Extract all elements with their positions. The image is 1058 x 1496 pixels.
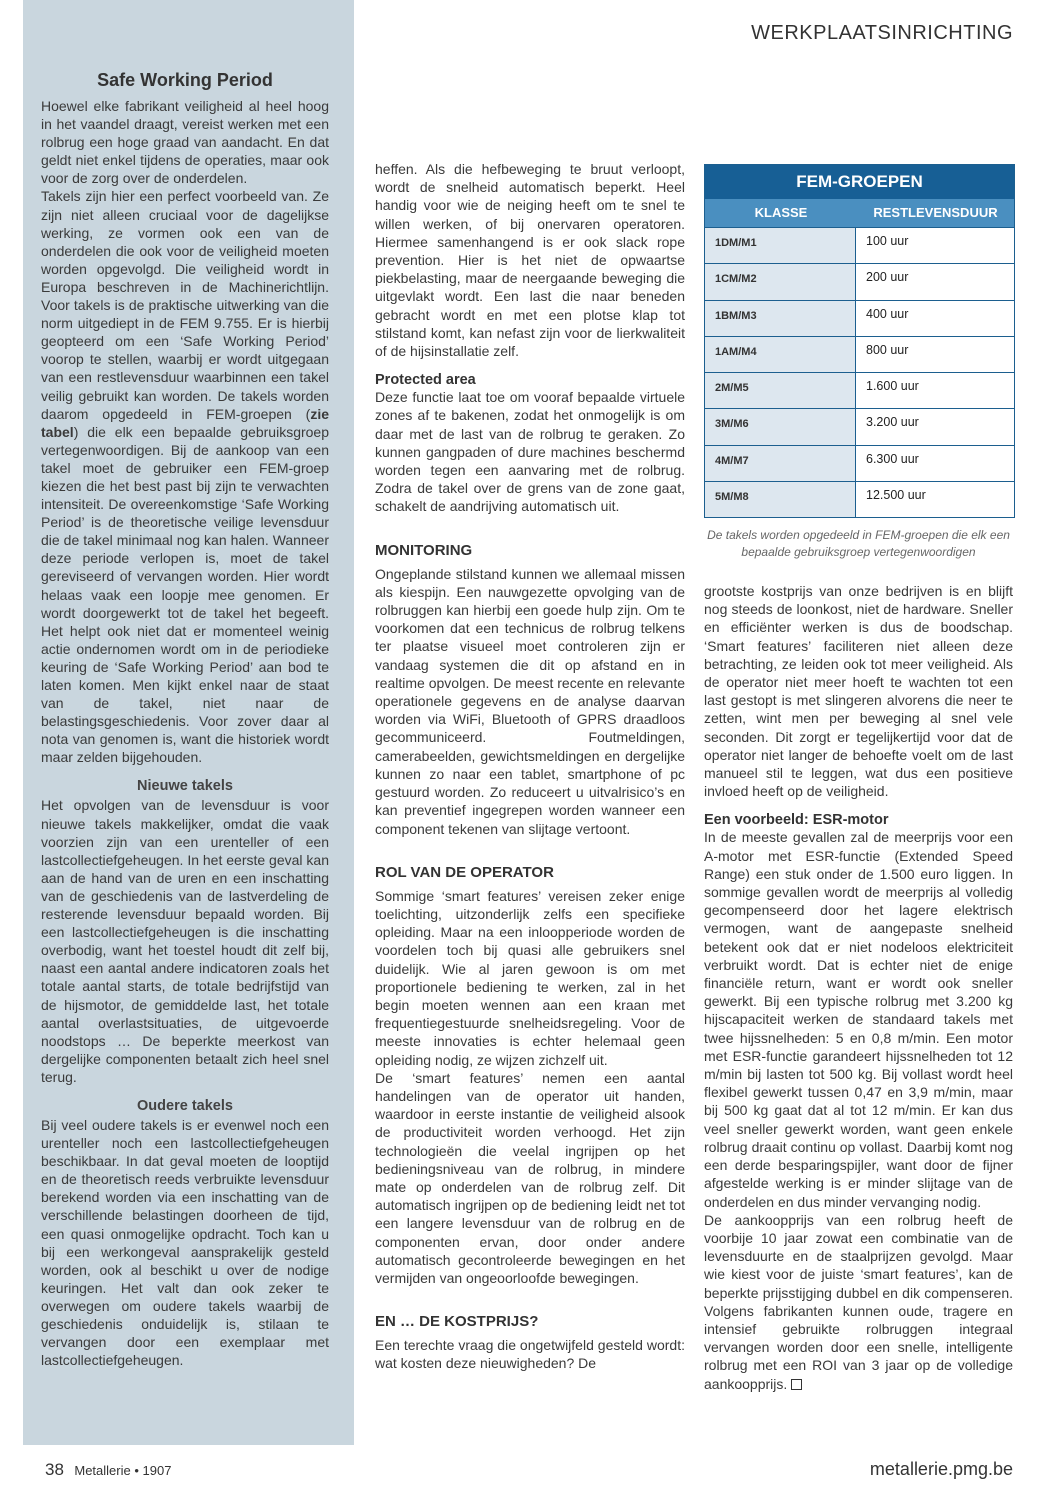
- paragraph-operator-2: De ‘smart features’ nemen een aantal handelingen van de operator uit handen, waardoor in eerste instantie de veiligheid alsook de productiviteit worden verhoogd. Het zijn technologieën die veelal ingrijpen op het bedieningsniveau van de rolbrug, in mindere mate op onderdelen van de rolbrug zelf. Dit automatisch ingrijpen op de bediening leidt net tot een langere levensduur van de rolbrug en de componenten ervan, door onder andere automatisch gecontroleerde bewegingen en het vermijden van ongeoorloofde bewegingen.: [375, 1069, 685, 1286]
- table-row: [705, 336, 1014, 372]
- class-cell: 2M/M5: [705, 373, 856, 408]
- lifetime-cell: 3.200 uur: [866, 415, 919, 430]
- paragraph-operator-1: Sommige ‘smart features’ vereisen zeker enige toelichting, uitzonderlijk zelfs een specifieke opleiding. Maar na een inloopperiode worden de voordelen toch bij quasi alle gebruikers snel duidelijk. Wie al jaren gewoon is om met proportionele bediening te werken, zal in het begin moeten wennen aan een kraan met frequentiegestuurde snelheidsregeling. Voor de meeste innovaties is echter helemaal geen opleiding nodig, ze wijzen zichzelf uit.: [375, 887, 685, 1068]
- sidebar-intro: Hoewel elke fabrikant veiligheid al heel hoog in het vaandel draagt, vereist werken met een rolbrug een hoge graad van aandacht. En dat geldt niet enkel tijdens de operaties, maar ook voor de zorg over de onderdelen.: [41, 98, 329, 187]
- class-cell: 1BM/M3: [705, 301, 856, 336]
- heading-monitoring: MONITORING: [375, 541, 473, 559]
- table-row: [705, 300, 1014, 336]
- paragraph-monitoring: Ongeplande stilstand kunnen we allemaal missen als kiespijn. Een nauwgezette opvolging van de rolbruggen kan hierbij een goede hulp zijn. Om te voorkomen dat een technicus de rolbrug telkens ter plaatse visueel moet controleren zijn er vandaag systemen die dit op afstand en in realtime opvolgen. De meest recente en relevante operationele gegevens en de analyse daarvan worden via WiFi, Bluetooth of GPRS draadloos gecommuniceerd. Foutmeldingen, camerabeelden, gewichtsmeldingen en dergelijke kunnen zo naar een tablet, smartphone of pc gestuurd worden. Zo reduceert u uitvalrisico’s en kan preventief ingegrepen worden wanneer een component tekenen van slijtage vertoont.: [375, 565, 685, 837]
- table-caption: De takels worden opgedeeld in FEM-groepen die elk een bepaalde gebruiksgroep vertegenwoordigen: [707, 528, 1010, 559]
- paragraph-esr-1: In de meeste gevallen zal de meerprijs voor een A-motor met ESR-functie (Extended Speed Range) een stuk onder de 1.500 euro liggen. In sommige gevallen wordt de meerprijs al volledig gecompenseerd door het lagere elektrisch vermogen, want de aangepaste snelheid betekent ook dat er niet nodeloos elektriciteit verbruikt wordt. Dat is echter niet de enige financiële return, want er wordt ook sneller gewerkt. Bij een typische rolbrug met 3.200 kg hijscapaciteit werken de standaard takels met twee hijssnelheden: 5 en 0,8 m/min. Een motor met ESR-functie garandeert hijssnelheden tot 12 m/min bij lasten tot 500 kg. Bij vollast wordt heel flexibel gewerkt tussen 0,47 en 3,9 m/min, maar bij 500 kg gaat dat al tot 12 m/min. Er kan dus veel sneller gewerkt worden, want geen enkele rolbrug draait continu op vollast. Daarbij komt nog een derde besparingspijler, want door de fijner afgestelde werking is er minder slijtage van de onderdelen en dus minder vervanging nodig.: [704, 829, 1013, 1210]
- column-header-lifetime: RESTLEVENSDUUR: [873, 205, 998, 220]
- heading-esr-motor: Een voorbeeld: ESR-motor: [704, 812, 889, 829]
- article-column-middle: [375, 160, 685, 1373]
- table-row: [705, 263, 1014, 299]
- class-cell: 4M/M7: [705, 446, 856, 481]
- paragraph-lifting: heffen. Als die hefbeweging te bruut verloopt, wordt de snelheid automatisch beperkt. Heel handig voor wie de neiging heeft om te snel te willen werken, of bij onervaren operatoren. Hiermee samenhangend is er ook slack rope prevention. Hier is het niet de opwaartse piekbelasting, maar de neergaande beweging die uitgevlakt wordt. Een last die naar beneden gebracht wordt en met een plotse klap tot stilstand komt, kan nefast zijn voor de lierkwaliteit of de hijsinstallatie zelf.: [375, 161, 685, 360]
- sidebar-content: [41, 70, 329, 1369]
- sidebar-title: Safe Working Period: [97, 70, 273, 90]
- paragraph-protected-area: Deze functie laat toe om vooraf bepaalde virtuele zones af te bakenen, zodat het onmogelijk is om daar met de last van de rolbrug te geraken. Zo kunnen gangpaden of dure machines beschermd worden tegen een aanvaring met de rolbrug. Zodra de takel over de grens van de zone gaat, schakelt de aandrijving automatisch uit.: [375, 389, 685, 515]
- table-header-row: [705, 199, 1014, 227]
- heading-operator: ROL VAN DE OPERATOR: [375, 863, 554, 881]
- lifetime-cell: 200 uur: [866, 270, 909, 285]
- lifetime-cell: 100 uur: [866, 234, 909, 248]
- table-title: FEM-GROEPEN: [705, 165, 1014, 199]
- column-header-class: KLASSE: [754, 205, 808, 220]
- heading-cost: EN … DE KOSTPRIJS?: [375, 1313, 539, 1331]
- paragraph-old-hoists: Bij veel oudere takels is er evenwel noch een urenteller noch een lastcollectiefgeheugen beschikbaar. In dat geval moeten de looptijd en de theoretisch reeds verbruikte levensduur berekend worden via een inschatting van de verschillende belastingen doorheen de tijd, een quasi onmogelijke opdracht. Toch kan u bij een werkongeval aansprakelijk gesteld worden, ook al beschikt u over de nodige keuringen. Het valt dan ook zeker te overwegen om oudere takels waarbij de geschiedenis onduidelijk is, stilaan te vervangen door een exemplaar met lastcollectiefgeheugen.: [41, 1116, 329, 1369]
- table-row: [705, 227, 1014, 263]
- paragraph-labour-cost: grootste kostprijs van onze bedrijven is en blijft nog steeds de loonkost, niet de hardware. Sneller en efficiënter werken is dus de boodschap. ‘Smart features’ faciliteren niet alleen deze betrachting, ze leiden ook tot meer veiligheid. Als de operator niet meer hoeft te wachten tot een last gestopt is met slingeren alvorens die neer te zetten, wint men per beweging al snel vele seconden. Dit zorgt er tegelijkertijd voor dat de operator niet langer de behoefte voelt om de last manueel stil te leggen, wat dus een positieve invloed heeft op de veiligheid.: [704, 583, 1013, 800]
- table-row: [705, 445, 1014, 481]
- class-cell: 5M/M8: [705, 482, 856, 517]
- heading-old-hoists: Oudere takels: [137, 1097, 233, 1114]
- fem-groups-table: [704, 164, 1015, 518]
- lifetime-cell: 6.300 uur: [866, 451, 919, 466]
- class-cell: 1DM/M1: [705, 228, 856, 263]
- website-link[interactable]: metallerie.pmg.be: [869, 1459, 1013, 1479]
- class-cell: 1AM/M4: [705, 337, 856, 372]
- class-cell: 1CM/M2: [705, 264, 856, 299]
- end-of-article-icon: [791, 1379, 802, 1390]
- heading-protected-area: Protected area: [375, 372, 476, 389]
- lifetime-cell: 800 uur: [866, 342, 909, 357]
- heading-new-hoists: Nieuwe takels: [137, 778, 233, 795]
- magazine-issue: Metallerie • 1907: [74, 1463, 172, 1478]
- lifetime-cell: 12.500 uur: [866, 488, 926, 503]
- sidebar-paragraph-2: Takels zijn hier een perfect voorbeeld van. Ze zijn niet alleen cruciaal voor de dagelijkse werking, ze vormen ook een van de onderdelen die ook voor de veiligheid moeten worden opgevolgd. Die veiligheid wordt in Europa beschreven in de Machinerichtlijn. Voor takels is de praktische uitwerking van die norm uitgediept in de FEM 9.755. Er is hierbij geopteerd om een ‘Safe Working Period’ voorop te stellen, waarbij er wordt uitgegaan van een restlevensduur waarbinnen een takel veilig gebruikt kan worden. De takels worden daarom opgedeeld in FEM-groepen (zie tabel) die elk een bepaalde gebruiksgroep vertegenwoordigen. Bij de aankoop van een takel moet de gebruiker een FEM-groep kiezen die het best past bij zijn te verwachten intensiteit. De overeenkomstige ‘Safe Working Period’ is de theoretische veilige levensduur die de takel minimaal nog kan halen. Wanneer deze periode verlopen is, moet de takel gereviseerd of vervangen worden. Hier wordt helaas vaak een loopje mee genomen. Er wordt doorgewerkt tot de takel het begeeft. Het helpt ook niet dat er momenteel weinig actie ondernomen wordt om in de periodieke keuring de ‘Safe Working Period’ aan bod te laten komen. Men kijkt enkel naar de staat van de takel, niet naar de belastingsgeschiedenis. Voor zover daar al nota van genomen is, want die historiek wordt maar zelden bijgehouden.: [41, 188, 329, 766]
- footer-left: [45, 1460, 171, 1480]
- table-reference-link[interactable]: zie tabel: [41, 405, 329, 440]
- table-row: [705, 481, 1014, 517]
- paragraph-new-hoists: Het opvolgen van de levensduur is voor nieuwe takels makkelijker, omdat die vaak voorzien zijn van een urenteller of een lastcollectiefgeheugen. In het eerste geval kan aan de hand van de uren en een inschatting van de geschiedenis van de lastverdeling de resterende levensduur bepaald worden. Bij een lastcollectiefgeheugen is die inschatting overbodig, want het toestel houdt dit zelf bij, naast een aantal andere indicatoren zoals het totale aantal starts, de totale bedrijfstijd van de hijsmotor, de gemiddelde last, het totale aantal overlastsituaties, de uitgevoerde noodstops … De beperkte meerkost van dergelijke componenten betaalt zich heel snel terug.: [41, 797, 329, 1085]
- page-number: 38: [45, 1460, 64, 1479]
- section-header: WERKPLAATSINRICHTING: [751, 22, 1013, 44]
- table-row: [705, 372, 1014, 408]
- sidebar-box: [23, 0, 354, 1445]
- lifetime-cell: 400 uur: [866, 306, 909, 321]
- lifetime-cell: 1.600 uur: [866, 379, 919, 394]
- table-row: [705, 408, 1014, 444]
- paragraph-cost: Een terechte vraag die ongetwijfeld gesteld wordt: wat kosten deze nieuwigheden? De: [375, 1337, 685, 1372]
- paragraph-esr-2: De aankoopprijs van een rolbrug heeft de voorbije 10 jaar zowat een combinatie van de levensduurte en de staalprijzen gevolgd. Maar wie kiest voor de juiste ‘smart features’, kan de beperkte prijsstijging dubbel en dik compenseren. Volgens fabrikanten kunnen oude, tragere en intensief gebruikte rolbruggen integraal vervangen worden door een snelle, intelligente rolbrug met een ROI van 3 jaar op de volledige aankoopprijs.: [704, 1211, 1013, 1392]
- article-column-right: [704, 582, 1013, 1393]
- class-cell: 3M/M6: [705, 409, 856, 444]
